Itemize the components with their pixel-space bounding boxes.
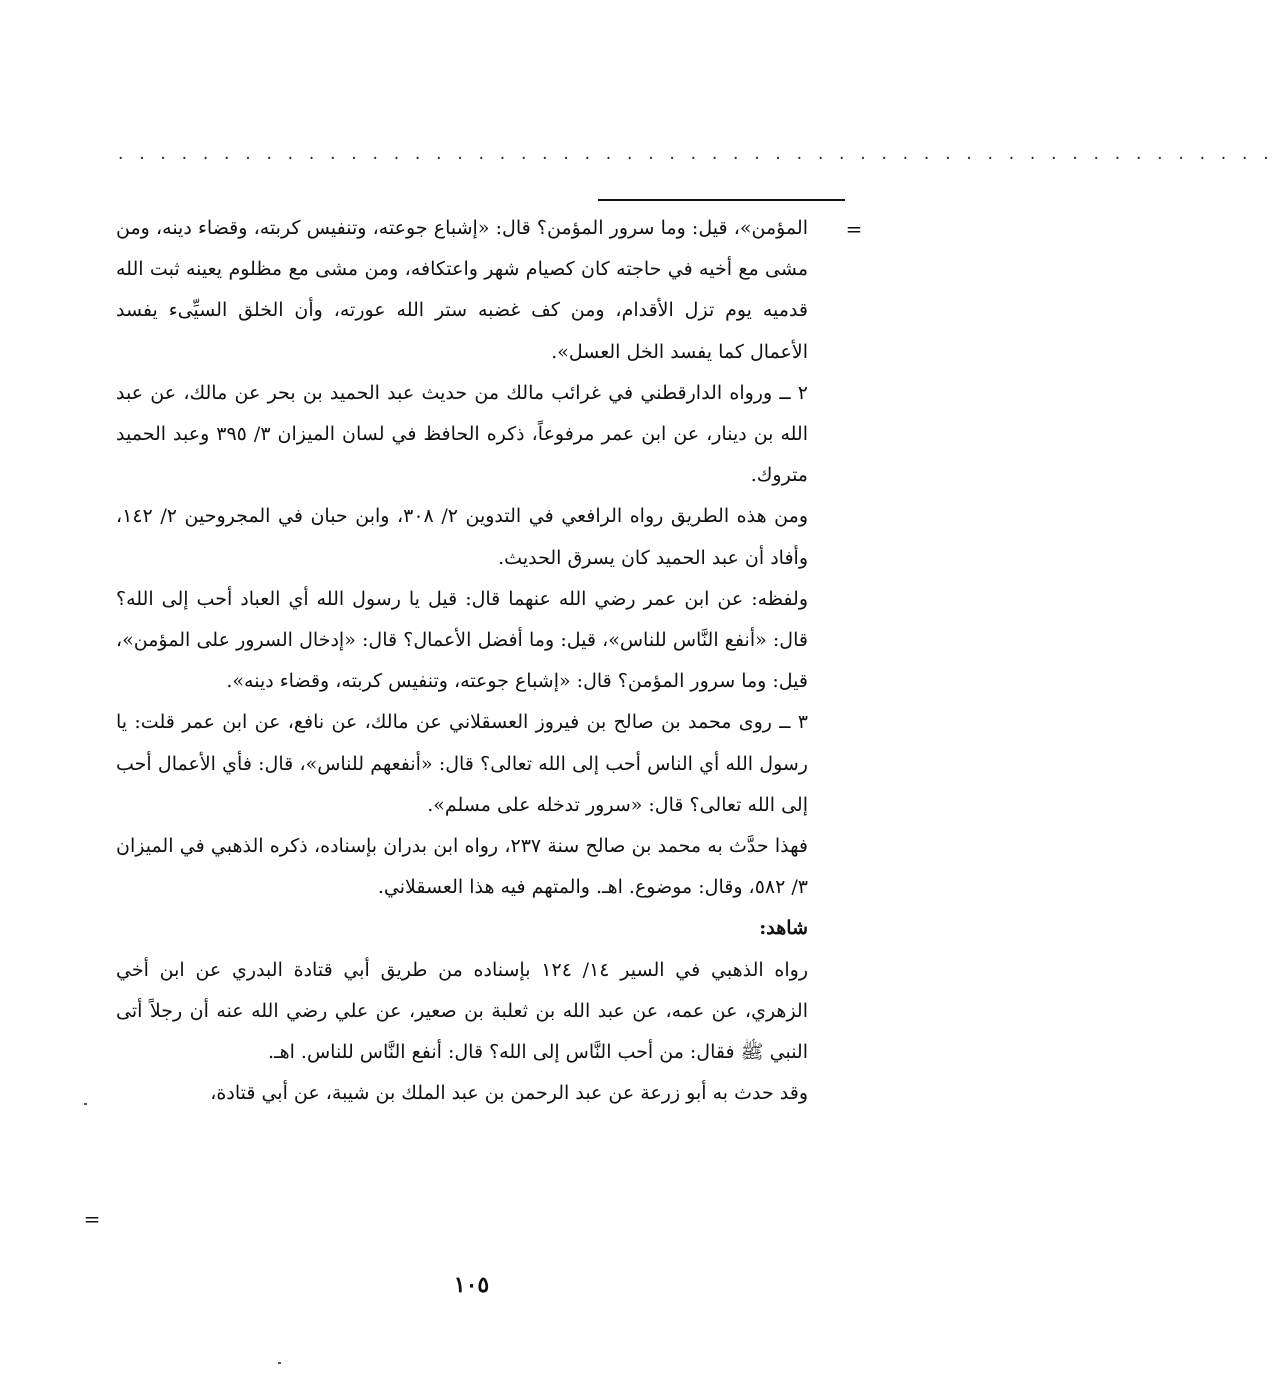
scan-speck — [84, 1103, 87, 1105]
top-separator: . . . . . . . . . . . . . . . . . . . . . . . . . . . . . . . . . . . . . . . . . . . . . . . . . . . . . . . — [118, 144, 1274, 164]
section-heading: شاهد: — [759, 917, 808, 940]
footnote-paragraph: وقد حدث به أبو زرعة عن عبد الرحمن بن عبد الملك بن شيبة، عن أبي قتادة، — [210, 1082, 808, 1105]
footnote-paragraph: ٣ ــ روى محمد بن صالح بن فيروز العسقلاني عن مالك، عن نافع، عن ابن عمر قلت: يا رسول الله أي الناس أحب إلى الله تعالى؟ قال: «أنفعهم للناس»، قال: فأي الأعمال أحب إلى الله تعالى؟ قال: «سرور تدخله على مسلم». — [116, 711, 808, 816]
footnote-paragraph: المؤمن»، قيل: وما سرور المؤمن؟ قال: «إشباع جوعته، وتنفيس كربته، وقضاء دينه، ومن مشى مع أخيه في حاجته كان كصيام شهر واعتكافه، ومن مشى مع مظلوم يعينه ثبت الله قدميه يوم تزل الأقدام، ومن كف غضبه ستر الله عورته، وأن الخلق السيِّىء يفسد الأعمال كما يفسد الخل العسل». — [116, 217, 808, 363]
footnote-paragraph: ولفظه: عن ابن عمر رضي الله عنهما قال: قيل يا رسول الله أي العباد أحب إلى الله؟ قال: «أنفع النَّاس للناس»، قيل: وما أفضل الأعمال؟ قال: «إدخال السرور على المؤمن»، قيل: وما سرور المؤمن؟ قال: «إشباع جوعته، وتنفيس كربته، وقضاء دينه». — [116, 587, 808, 693]
footnote-paragraph: ومن هذه الطريق رواه الرافعي في التدوين ٢/ ٣٠٨، وابن حبان في المجروحين ٢/ ١٤٢، وأفاد أن عبد الحميد كان يسرق الحديث. — [116, 505, 809, 569]
footnote-rule — [598, 199, 845, 201]
footnote-paragraph: فهذا حدَّث به محمد بن صالح سنة ٢٣٧، رواه ابن بدران بإسناده، ذكره الذهبي في الميزان ٣/ ٥٨٢، وقال: موضوع. اهـ. والمتهم فيه هذا العسقلاني. — [116, 835, 808, 899]
footnote-paragraph: ٢ ــ ورواه الدارقطني في غرائب مالك من حديث عبد الحميد بن بحر عن مالك، عن عبد الله بن دينار، عن ابن عمر مرفوعاً، ذكره الحافظ في لسان الميزان ٣/ ٣٩٥ وعبد الحميد متروك. — [116, 381, 809, 487]
footnote-paragraph: رواه الذهبي في السير ١٤/ ١٢٤ بإسناده من طريق أبي قتادة البدري عن ابن أخي الزهري، عن عمه، عن عبد الله بن ثعلبة بن صعير، عن علي رضي الله عنه أن رجلاً أتى النبي ﷺ فقال: من أحب النَّاس إلى الله؟ قال: أنفع النَّاس للناس. اهـ. — [116, 958, 809, 1064]
continuation-mark-bottom: = — [83, 1207, 101, 1231]
scan-speck — [278, 1362, 281, 1364]
page-number: ١٠٥ — [453, 1272, 490, 1298]
continuation-mark-top: = — [845, 217, 863, 241]
footnote-body — [116, 208, 808, 1114]
